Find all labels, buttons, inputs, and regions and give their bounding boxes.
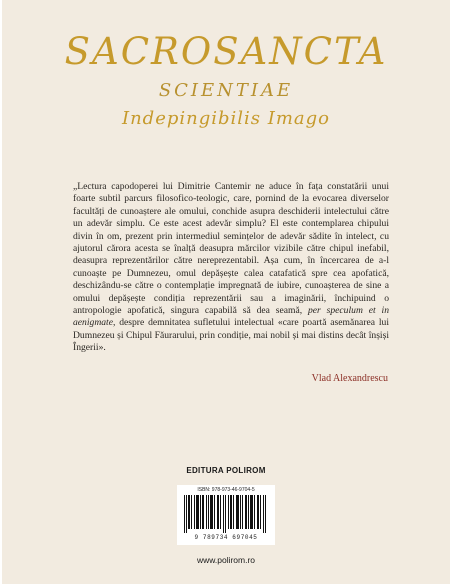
blurb-italic-phrase: per speculum et in aenigmate bbox=[73, 305, 389, 329]
book-back-cover bbox=[2, 0, 450, 584]
barcode-graphic bbox=[184, 495, 268, 533]
publisher-name: EDITURA POLIROM bbox=[186, 466, 266, 475]
blurb-paragraph bbox=[73, 181, 389, 355]
title-block bbox=[2, 30, 450, 132]
barcode-box bbox=[177, 485, 275, 545]
blurb-author: Vlad Alexandrescu bbox=[311, 373, 388, 384]
isbn-label: ISBN: 978-973-46-9704-5 bbox=[197, 487, 255, 493]
title-main: SACROSANCTA bbox=[64, 30, 388, 73]
title-tagline: Indepingibilis Imago bbox=[121, 108, 331, 129]
blurb-text-1: „Lectura capodoperei lui Dimitrie Cantemir ne aduce în fața constatării unui foarte subtil parcurs filosofico-teologic, care, pornind de la evocarea diverselor facultăți de cunoaștere ale omului, conchide asupra deschiderii intelectului către un adevăr simplu. Ce este acest adevăr simplu? El este contemplarea chipului divin în om, prezent prin intermediul semințelor de adevăr sădite în intelect, cu ajutorul cărora acesta se înalță deasupra mărcilor vizibile către chipul inefabil, deasupra reprezentărilor către nereprezentabil. Așa cum, în încercarea de a-l cunoaște pe Dumnezeu, omul depășește calea catafatică spre cea apofatică, deschizându-se către o contemplație impregnată de iubire, cunoașterea de sine a omului depășește condiția reprezentării sau a imaginării, închipuind o antropologie apofatică, singura capabilă să dea seamă, bbox=[73, 181, 389, 317]
barcode-digits: 9 789734 697045 bbox=[194, 534, 258, 541]
title-subtitle: SCIENTIAE bbox=[158, 80, 294, 101]
publisher-website: www.polirom.ro bbox=[196, 555, 256, 565]
blurb-text-2: , despre demnitatea sufletului intelectual «care poartă asemănarea lui Dumnezeu și Chipul Făurarului, prin condiție, mai nobil și mai distins decât înșiși Îngerii». bbox=[73, 317, 389, 354]
